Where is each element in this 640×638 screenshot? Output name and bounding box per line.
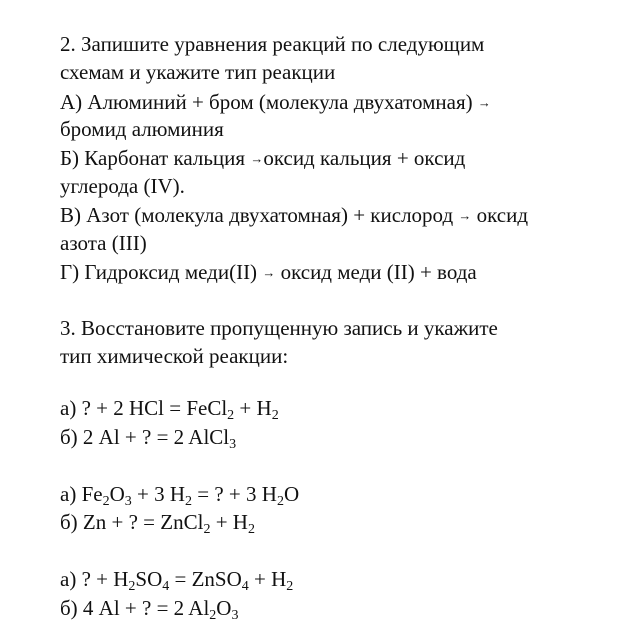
arrow-icon: → (250, 151, 264, 166)
task3-title-line1: 3. Восстановите пропущенную запись и укажите (60, 316, 498, 340)
task2-item-b-text: Б) Карбонат кальция (60, 146, 251, 170)
task2-item-v-line1 (60, 202, 528, 229)
task2-item-g-text: Г) Гидроксид меди(II) (60, 260, 263, 284)
arrow-icon: → (262, 265, 276, 280)
equation-2b: б) Zn + ? = ZnCl$_2$ + $H_2$ (60, 510, 255, 537)
equation-3b: б) 4 Al + ? = 2 $Al_2O_3$ (60, 596, 239, 623)
equation-1b: б) 2 Al + ? = 2 AlCl$_3$ (60, 425, 237, 452)
task2-item-a-line1 (60, 89, 491, 116)
task2-title-line1: 2. Запишите уравнения реакций по следующим (60, 32, 485, 56)
task2-item-g-line (60, 259, 477, 286)
task2-item-b-text-post: оксид кальция + оксид (263, 146, 466, 170)
arrow-icon: → (458, 208, 472, 223)
task3-title-line2: тип химической реакции: (60, 344, 289, 368)
task2-item-g-text-post: оксид меди (II) + вода (275, 260, 477, 284)
task2-item-b-line2: углерода (IV). (60, 174, 185, 198)
equation-3a: а) ? + $H_2SO_4$ = ZnSO$_4$ + $H_2$ (60, 567, 294, 594)
task2-item-a-text: А) Алюминий + бром (молекула двухатомная) (60, 90, 478, 114)
equation-1a: а) ? + 2 HCl = FeCl$_2$ + $H_2$ (60, 396, 279, 423)
task2-item-b-line1 (60, 145, 465, 172)
task2-item-v-text-post: оксид (471, 203, 529, 227)
equation-2a: а) $Fe_2O_3 + 3$ $H_2$ = ? + 3 $H_2O$ (60, 482, 300, 509)
arrow-icon: → (477, 95, 491, 110)
task2-item-v-text: В) Азот (молекула двухатомная) + кислород (60, 203, 459, 227)
task2-item-a-line2: бромид алюминия (60, 117, 224, 141)
task2-item-v-line2: азота (III) (60, 231, 147, 255)
task2-title-line2: схемам и укажите тип реакции (60, 60, 336, 84)
